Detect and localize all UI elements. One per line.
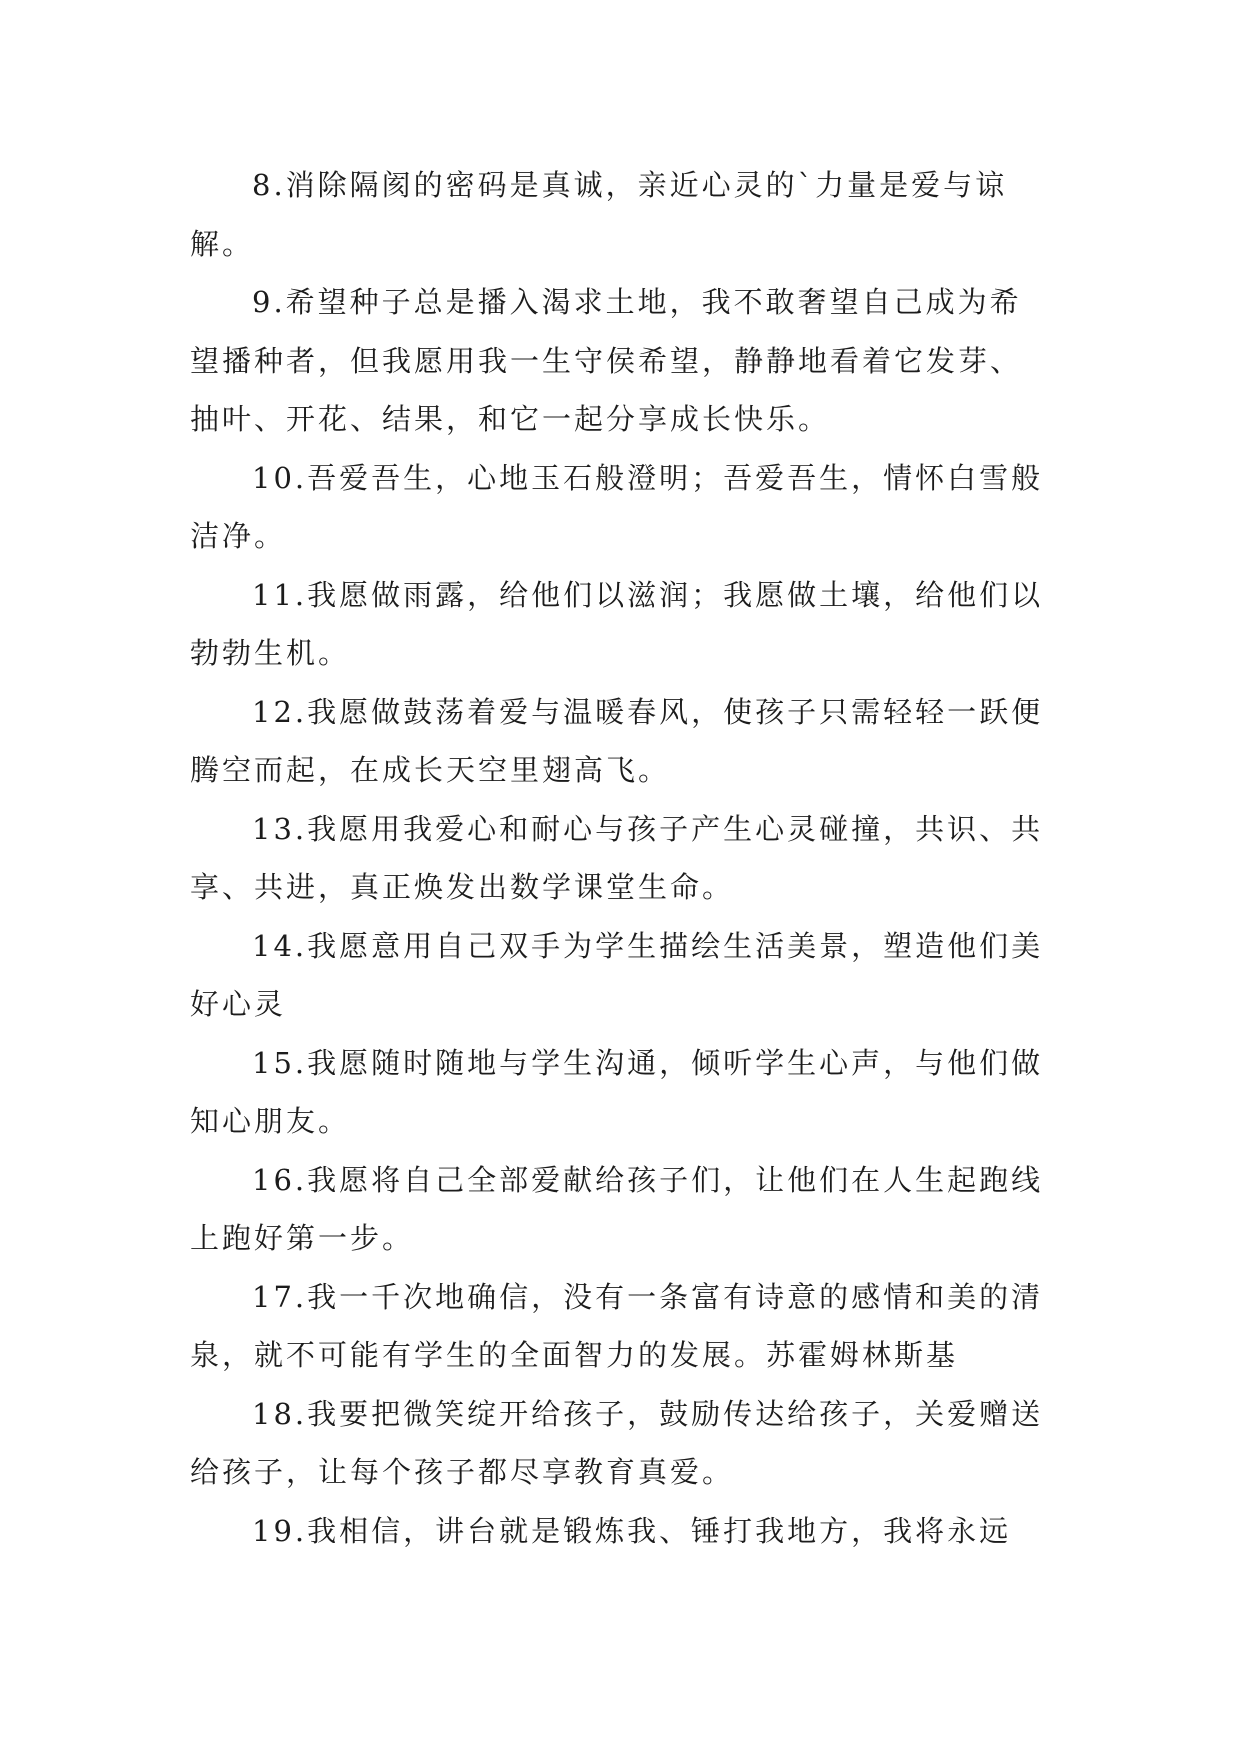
paragraph-10: 10.吾爱吾生，心地玉石般澄明；吾爱吾生，情怀白雪般洁净。: [190, 460, 1044, 553]
paragraph-15: 15.我愿随时随地与学生沟通，倾听学生心声，与他们做知心朋友。: [190, 1045, 1044, 1138]
paragraph-12: 12.我愿做鼓荡着爱与温暖春风，使孩子只需轻轻一跃便腾空而起，在成长天空里翅高飞。: [190, 694, 1044, 787]
paragraph-17: 17.我一千次地确信，没有一条富有诗意的感情和美的清泉，就不可能有学生的全面智力的发展。苏霍姆林斯基: [190, 1279, 1044, 1372]
paragraph-18: 18.我要把微笑绽开给孩子，鼓励传达给孩子，关爱赠送给孩子，让每个孩子都尽享教育真爱。: [190, 1396, 1044, 1489]
paragraph-9: 9.希望种子总是播入渴求土地，我不敢奢望自己成为希望播种者，但我愿用我一生守侯希望，静静地看着它发芽、抽叶、开花、结果，和它一起分享成长快乐。: [190, 285, 1023, 436]
paragraph-14: 14.我愿意用自己双手为学生描绘生活美景，塑造他们美好心灵: [190, 928, 1044, 1021]
paragraph-11: 11.我愿做雨露，给他们以滋润；我愿做土壤，给他们以勃勃生机。: [190, 577, 1044, 670]
paragraph-13: 13.我愿用我爱心和耐心与孩子产生心灵碰撞，共识、共享、共进，真正焕发出数学课堂生命。: [190, 811, 1044, 904]
document-body: [190, 156, 1050, 1560]
paragraph-16: 16.我愿将自己全部爱献给孩子们，让他们在人生起跑线上跑好第一步。: [190, 1162, 1044, 1255]
paragraph-8: 8.消除隔阂的密码是真诚，亲近心灵的`力量是爱与谅解。: [190, 168, 1008, 261]
paragraph-19: 19.我相信，讲台就是锻炼我、锤打我地方，我将永远: [252, 1513, 1012, 1548]
